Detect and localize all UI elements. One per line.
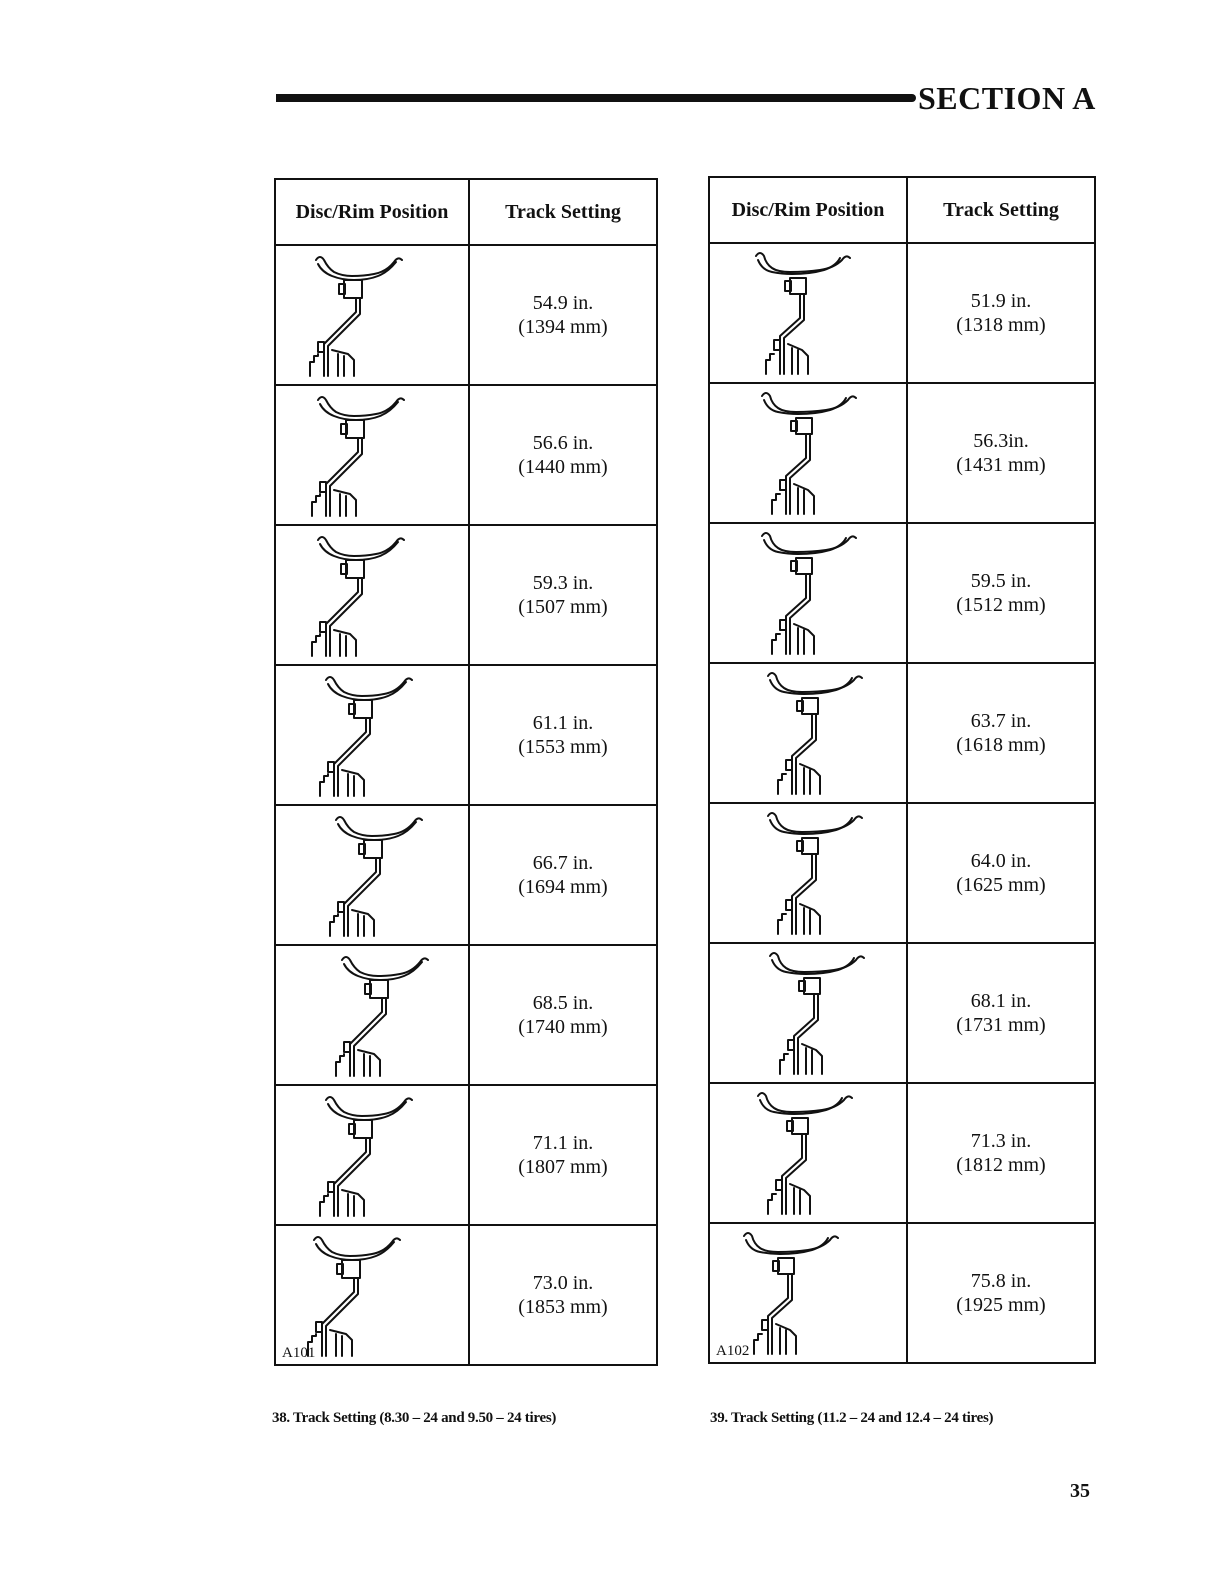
- disc-rim-position-diagram: [275, 245, 469, 385]
- disc-rim-position-diagram: [709, 383, 907, 523]
- track-setting-mm: (1440 mm): [518, 456, 608, 478]
- track-setting-inches: 68.1 in.: [970, 990, 1032, 1012]
- disc-rim-position-diagram: [709, 803, 907, 943]
- track-setting-mm: (1807 mm): [518, 1156, 608, 1178]
- disc-rim-position-diagram: [709, 1223, 907, 1363]
- track-setting-inches: 54.9 in.: [532, 292, 594, 314]
- track-setting-value: [469, 1225, 657, 1365]
- column-header-disc-rim-position: Disc/Rim Position: [275, 179, 469, 245]
- table-header-row: [709, 177, 1095, 243]
- track-setting-value: [907, 663, 1095, 803]
- track-setting-value: [907, 243, 1095, 383]
- track-setting-value: [469, 665, 657, 805]
- disc-rim-position-diagram: [709, 1083, 907, 1223]
- track-setting-inches: 51.9 in.: [970, 290, 1032, 312]
- track-setting-inches: 68.5 in.: [532, 992, 594, 1014]
- column-header-track-setting: Track Setting: [469, 179, 657, 245]
- disc-rim-position-diagram: [709, 243, 907, 383]
- table-row: [709, 243, 1095, 383]
- section-title: SECTION A: [918, 80, 1096, 116]
- track-setting-value: [907, 383, 1095, 523]
- disc-rim-position-diagram: [275, 805, 469, 945]
- track-setting-mm: (1318 mm): [956, 314, 1046, 336]
- track-setting-inches: 56.6 in.: [532, 432, 594, 454]
- track-setting-inches: 71.3 in.: [970, 1130, 1032, 1152]
- track-setting-mm: (1618 mm): [956, 734, 1046, 756]
- table-row: [709, 1223, 1095, 1363]
- table-row: [709, 383, 1095, 523]
- table-row: [275, 245, 657, 385]
- page-number: 35: [1070, 1480, 1090, 1502]
- section-header-rule: [276, 94, 916, 102]
- table-row: [275, 805, 657, 945]
- track-setting-value: [907, 1223, 1095, 1363]
- track-setting-value: [469, 1085, 657, 1225]
- track-setting-inches: 75.8 in.: [970, 1270, 1032, 1292]
- track-setting-inches: 59.5 in.: [970, 570, 1032, 592]
- track-setting-mm: (1553 mm): [518, 736, 608, 758]
- table-row: [709, 943, 1095, 1083]
- table-row: [275, 1225, 657, 1365]
- table-row: [709, 1083, 1095, 1223]
- disc-rim-position-diagram: [275, 525, 469, 665]
- track-setting-inches: 71.1 in.: [532, 1132, 594, 1154]
- figure-code-label: A102: [716, 1343, 750, 1359]
- track-setting-table-right: [708, 176, 1096, 1364]
- table-header-row: [275, 179, 657, 245]
- track-setting-value: [907, 1083, 1095, 1223]
- track-setting-table-left: [274, 178, 658, 1366]
- track-setting-value: [907, 523, 1095, 663]
- table-row: [275, 385, 657, 525]
- disc-rim-position-diagram: [275, 1085, 469, 1225]
- column-header-disc-rim-position: Disc/Rim Position: [709, 177, 907, 243]
- track-setting-mm: (1925 mm): [956, 1294, 1046, 1316]
- table-row: [709, 803, 1095, 943]
- table-row: [709, 523, 1095, 663]
- column-header-track-setting: Track Setting: [907, 177, 1095, 243]
- track-setting-mm: (1431 mm): [956, 454, 1046, 476]
- track-setting-mm: (1731 mm): [956, 1014, 1046, 1036]
- track-setting-value: [469, 945, 657, 1085]
- track-setting-value: [469, 525, 657, 665]
- track-setting-inches: 73.0 in.: [532, 1272, 594, 1294]
- track-setting-value: [469, 385, 657, 525]
- track-setting-value: [907, 943, 1095, 1083]
- track-setting-inches: 64.0 in.: [970, 850, 1032, 872]
- table-row: [275, 1085, 657, 1225]
- track-setting-inches: 66.7 in.: [532, 852, 594, 874]
- track-setting-mm: (1853 mm): [518, 1296, 608, 1318]
- table-row: [275, 945, 657, 1085]
- track-setting-mm: (1694 mm): [518, 876, 608, 898]
- table-row: [709, 663, 1095, 803]
- disc-rim-position-diagram: [709, 943, 907, 1083]
- track-setting-inches: 56.3in.: [973, 430, 1029, 452]
- table-row: [275, 665, 657, 805]
- track-setting-mm: (1507 mm): [518, 596, 608, 618]
- disc-rim-position-diagram: [275, 945, 469, 1085]
- track-setting-value: [469, 245, 657, 385]
- disc-rim-position-diagram: [709, 663, 907, 803]
- track-setting-inches: 61.1 in.: [532, 712, 594, 734]
- track-setting-mm: (1394 mm): [518, 316, 608, 338]
- figure-caption-39: 39. Track Setting (11.2 – 24 and 12.4 – 24 tires): [710, 1410, 994, 1426]
- track-setting-mm: (1740 mm): [518, 1016, 608, 1038]
- track-setting-value: [469, 805, 657, 945]
- track-setting-mm: (1625 mm): [956, 874, 1046, 896]
- disc-rim-position-diagram: [709, 523, 907, 663]
- disc-rim-position-diagram: [275, 1225, 469, 1365]
- track-setting-mm: (1512 mm): [956, 594, 1046, 616]
- table-row: [275, 525, 657, 665]
- disc-rim-position-diagram: [275, 665, 469, 805]
- disc-rim-position-diagram: [275, 385, 469, 525]
- track-setting-value: [907, 803, 1095, 943]
- figure-caption-38: 38. Track Setting (8.30 – 24 and 9.50 – 24 tires): [272, 1410, 557, 1426]
- track-setting-inches: 59.3 in.: [532, 572, 594, 594]
- track-setting-inches: 63.7 in.: [970, 710, 1032, 732]
- figure-code-label: A101: [282, 1345, 316, 1361]
- track-setting-mm: (1812 mm): [956, 1154, 1046, 1176]
